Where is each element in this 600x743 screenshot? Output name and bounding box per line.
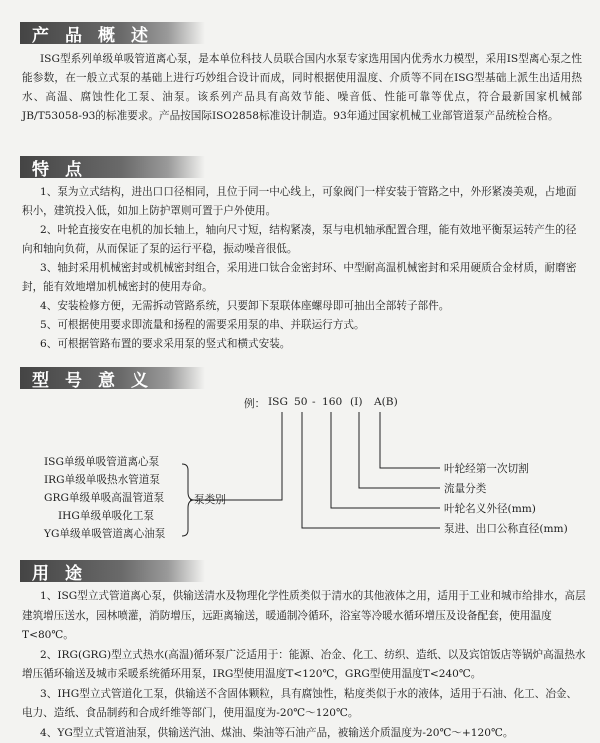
feature-item: 5、可根据使用要求即流量和扬程的需要采用泵的串、并联运行方式。 <box>40 319 365 331</box>
code-part-diameter: 50 <box>294 396 308 408</box>
features-heading-bar <box>20 156 205 178</box>
feature-item: 1、泵为立式结构，进出口口径相同，且位于同一中心线上，可象阀门一样安装于管路之中，外形紧凑美观，占地面积小，建筑投入低，如加上防护罩则可置于户外使用。 <box>22 186 577 217</box>
model-diagram <box>0 388 600 553</box>
uses-heading-bar <box>20 560 205 582</box>
series-label: 泵类别 <box>194 494 226 506</box>
features-heading: 特点 <box>32 159 98 180</box>
overview-text: ISG型系列单级单吸管道离心泵，是本单位科技人员联合国内水泵专家选用国内优秀水力模型，采用IS型离心泵之性能参数，在一般立式泵的基础上进行巧妙组合设计而成，同时根据使用温度、介质等不同在ISG型基础上派生出适用热水、高温、腐蚀性化工泵、油泵。该系列产品具有高效节能、噪音低、性能可靠等优点，符合最新国家机械部JB/T53058-93的标准要求。产品按国际ISO2858标准设计制造。93年通过国家机械工业部管道泵产品统检合格。 <box>22 53 582 122</box>
example-prefix: 例： <box>244 398 266 410</box>
use-item: 3、IHG型立式管道化工泵，供输送不含固体颗粒，具有腐蚀性，粘度类似于水的液体，适用于石油、化工、冶金、电力、造纸、食品制药和合成纤维等部门，使用温度为-20℃～120℃。 <box>22 687 578 719</box>
uses-list <box>22 587 587 743</box>
use-item: 4、YG型立式管道油泵，供输送汽油、煤油、柴油等石油产品，被输送介质温度为-20℃～+120℃。 <box>40 726 514 739</box>
model-heading-bar <box>20 367 205 389</box>
meaning-cut: 叶轮经第一次切割 <box>444 463 529 475</box>
meaning-flow: 流量分类 <box>444 483 487 495</box>
feature-item: 3、轴封采用机械密封或机械密封组合，采用进口钛合金密封环、中型耐高温机械密封和采用硬质合金材质，耐磨密封，能有效地增加机械密封的使用寿命。 <box>22 262 577 293</box>
uses-heading: 用途 <box>32 563 98 584</box>
overview-heading-bar <box>20 22 205 44</box>
code-part-cut: A(B) <box>374 396 398 408</box>
code-part-series: ISG <box>268 396 288 408</box>
feature-item: 4、安装检修方便，无需拆动管路系统，只要卸下泵联体座螺母即可抽出全部转子部件。 <box>40 300 450 312</box>
feature-item: 2、叶轮直接安在电机的加长轴上，轴向尺寸短，结构紧凑，泵与电机轴承配置合理，能有效地平衡泵运转产生的径向和轴向负荷，从而保证了泵的运行平稳，振动噪音很低。 <box>22 224 577 255</box>
overview-heading: 产品概述 <box>32 25 164 46</box>
code-part-impeller: 160 <box>322 396 343 408</box>
features-list <box>22 183 587 354</box>
series-item: YG单级单吸管道离心油泵 <box>44 528 166 540</box>
use-item: 2、IRG(GRG)型立式热水(高温)循环泵广泛适用于：能源、冶金、化工、纺织、造纸、以及宾馆饭店等锅炉高温热水增压循环输送及城市采暖系统循环用泵，IRG型使用温度T<120℃，GRG型使用温度T<240℃。 <box>22 648 586 680</box>
series-item: IRG单级单吸热水管道泵 <box>44 474 160 486</box>
use-item: 1、ISG型立式管道离心泵，供输送清水及物理化学性质类似于清水的其他液体之用，适用于工业和城市给排水，高层建筑增压送水，园林喷灌，消防增压，远距离输送，暖通制冷循环，浴室等冷暖水循环增压及设备配套，使用温度T<80℃。 <box>22 590 586 641</box>
meaning-diameter: 泵进、出口公称直径(mm) <box>444 523 568 535</box>
feature-item: 6、可根据管路布置的要求采用泵的竖式和横式安装。 <box>40 338 291 350</box>
meaning-impeller: 叶轮名义外径(mm) <box>444 503 536 515</box>
series-item: ISG单级单吸管道离心泵 <box>44 456 160 468</box>
series-item: GRG单级单吸高温管道泵 <box>44 492 165 504</box>
model-heading: 型号意义 <box>32 370 164 391</box>
series-item: IHG单级单吸化工泵 <box>58 510 155 522</box>
code-part-flow-class: (I) <box>350 396 363 408</box>
code-part-dash: - <box>312 396 316 408</box>
